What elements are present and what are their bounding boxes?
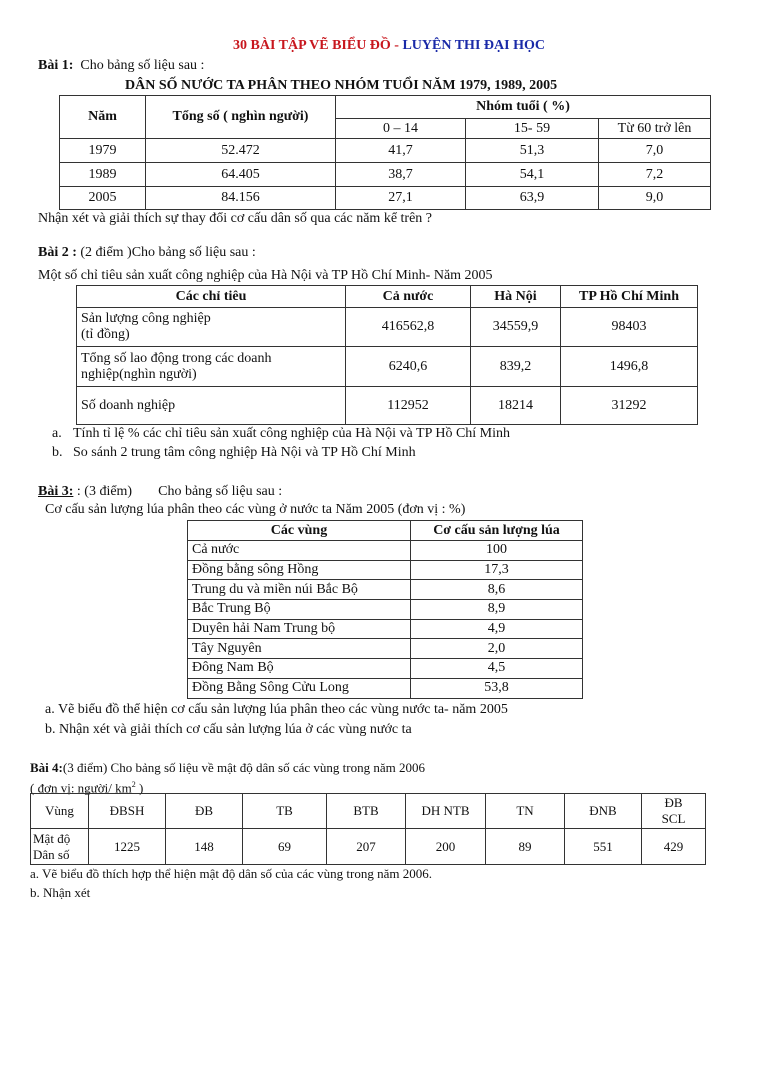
unit-superscript: 2 <box>131 780 136 789</box>
question-text: Tính tỉ lệ % các chỉ tiêu sản xuất công nghiệp của Hà Nội và TP Hồ Chí Minh <box>73 426 511 441</box>
table-row <box>188 659 583 679</box>
cell: 31292 <box>561 387 698 425</box>
header-hanoi: Hà Nội <box>471 286 561 308</box>
cell: Đồng bằng sông Hồng <box>188 560 411 580</box>
header-0-14: 0 – 14 <box>336 119 466 139</box>
table-row <box>188 678 583 698</box>
bai2-label: Bài 2 : <box>38 245 77 260</box>
cell: 416562,8 <box>346 308 471 347</box>
bai1-intro <box>38 58 204 74</box>
cell: 1989 <box>60 163 146 187</box>
header-15-59: 15- 59 <box>466 119 599 139</box>
cell: 84.156 <box>146 187 336 210</box>
row-label: Sản lượng công nghiệp <box>81 311 211 326</box>
bai1-question: Nhận xét và giải thích sự thay đổi cơ cấu dân số qua các năm kể trên ? <box>38 211 433 226</box>
cell: 100 <box>411 541 583 561</box>
bai3-subtitle: Cơ cấu sản lượng lúa phân theo các vùng ở nước ta Năm 2005 (đơn vị : %) <box>45 502 466 517</box>
bai3-question-a: a. Vẽ biểu đồ thể hiện cơ cấu sản lượng lúa phân theo các vùng nước ta- năm 2005 <box>45 702 508 717</box>
header-region: Vùng <box>31 794 89 829</box>
cell: 207 <box>327 829 406 865</box>
header-age-group: Nhóm tuổi ( %) <box>336 96 711 119</box>
table-row <box>77 347 698 387</box>
unit-text: ( đơn vị: người/ km <box>30 780 132 796</box>
rice-table <box>187 520 583 699</box>
cell <box>77 347 346 387</box>
header-indicator: Các chỉ tiêu <box>77 286 346 308</box>
table-row <box>188 600 583 620</box>
bai3-intro <box>38 484 282 500</box>
header-cell: BTB <box>327 794 406 829</box>
unit-end: ) <box>135 780 144 796</box>
bai1-intro-text: Cho bảng số liệu sau : <box>80 58 205 73</box>
cell: Bắc Trung Bộ <box>188 600 411 620</box>
cell: 34559,9 <box>471 308 561 347</box>
bai4-intro <box>30 760 425 776</box>
page-title <box>233 38 545 54</box>
cell: 551 <box>565 829 642 865</box>
cell: 53,8 <box>411 678 583 698</box>
cell: 2005 <box>60 187 146 210</box>
header-60-plus: Từ 60 trở lên <box>599 119 711 139</box>
cell: 54,1 <box>466 163 599 187</box>
cell: Duyên hải Nam Trung bộ <box>188 619 411 639</box>
table-row <box>60 139 711 163</box>
row-label-line1: Mật độ <box>33 830 71 846</box>
cell: Cả nước <box>188 541 411 561</box>
table-row <box>188 580 583 600</box>
header-region: Các vùng <box>188 521 411 541</box>
cell: 148 <box>166 829 243 865</box>
cell: 2,0 <box>411 639 583 659</box>
bai4-question-a: a. Vẽ biểu đồ thích hợp thể hiện mật độ dân số của các vùng trong năm 2006. <box>30 866 432 881</box>
row-label-unit: nghiệp(nghìn người) <box>81 366 197 382</box>
cell: 38,7 <box>336 163 466 187</box>
cell: 200 <box>406 829 486 865</box>
cell: 18214 <box>471 387 561 425</box>
cell: 1225 <box>89 829 166 865</box>
population-table <box>59 95 711 210</box>
bai4-intro-text: (3 điểm) Cho bảng số liệu về mật độ dân số các vùng trong năm 2006 <box>62 760 425 775</box>
header-cell: ĐB <box>166 794 243 829</box>
cell: 4,5 <box>411 659 583 679</box>
table-row <box>188 619 583 639</box>
row-label-unit: (tỉ đồng) <box>81 327 130 342</box>
bai3-points: : (3 điểm) <box>76 484 133 499</box>
cell: 8,6 <box>411 580 583 600</box>
header-total: Tổng số ( nghìn người) <box>146 96 336 139</box>
table-row <box>188 639 583 659</box>
table-row <box>77 308 698 347</box>
density-table <box>30 793 706 865</box>
industry-table <box>76 285 698 425</box>
cell: 4,9 <box>411 619 583 639</box>
header-cell: TB <box>243 794 327 829</box>
bai3-question-b: b. Nhận xét và giải thích cơ cấu sản lượng lúa ở các vùng nước ta <box>45 722 412 737</box>
table-row <box>77 387 698 425</box>
cell: 69 <box>243 829 327 865</box>
marker: b. <box>52 445 63 460</box>
header-cell: DH NTB <box>406 794 486 829</box>
cell: 9,0 <box>599 187 711 210</box>
bai2-intro <box>38 245 256 261</box>
header-cell: TN <box>486 794 565 829</box>
table-row <box>31 829 706 865</box>
bai3-label: Bài 3: <box>38 484 74 499</box>
bai2-question-a <box>52 426 511 442</box>
cell: 1496,8 <box>561 347 698 387</box>
marker: a. <box>52 426 62 441</box>
cell: 64.405 <box>146 163 336 187</box>
bai2-question-b <box>52 445 416 461</box>
cell: 98403 <box>561 308 698 347</box>
cell: 89 <box>486 829 565 865</box>
row-label: Số doanh nghiệp <box>77 387 346 425</box>
table-row <box>188 560 583 580</box>
header-year: Năm <box>60 96 146 139</box>
bai1-heading: DÂN SỐ NƯỚC TA PHÂN THEO NHÓM TUỔI NĂM 1979, 1989, 2005 <box>125 78 558 93</box>
cell: Đông Nam Bộ <box>188 659 411 679</box>
cell: 63,9 <box>466 187 599 210</box>
header-hcmc: TP Hồ Chí Minh <box>561 286 698 308</box>
title-red: 30 BÀI TẬP VẼ BIỂU ĐỒ - <box>233 38 399 53</box>
bai1-label: Bài 1: <box>38 58 74 73</box>
cell: 8,9 <box>411 600 583 620</box>
cell: 839,2 <box>471 347 561 387</box>
cell: Tây Nguyên <box>188 639 411 659</box>
header-cell: ĐB SCL <box>642 794 706 829</box>
header-country: Cả nước <box>346 286 471 308</box>
header-cell: ĐNB <box>565 794 642 829</box>
header-cell: ĐBSH <box>89 794 166 829</box>
table-row <box>60 163 711 187</box>
bai4-question-b: b. Nhận xét <box>30 885 91 900</box>
row-label: Tổng số lao động trong các doanh <box>81 350 272 366</box>
cell: 51,3 <box>466 139 599 163</box>
bai2-intro-text: (2 điểm )Cho bảng số liệu sau : <box>80 245 256 260</box>
row-label <box>31 829 89 865</box>
cell: 6240,6 <box>346 347 471 387</box>
cell: 7,2 <box>599 163 711 187</box>
cell: Trung du và miền núi Bắc Bộ <box>188 580 411 600</box>
cell: 52.472 <box>146 139 336 163</box>
cell <box>77 308 346 347</box>
cell: 7,0 <box>599 139 711 163</box>
title-blue: LUYỆN THI ĐẠI HỌC <box>402 38 545 53</box>
cell: 429 <box>642 829 706 865</box>
bai3-intro-text: Cho bảng số liệu sau : <box>158 484 283 499</box>
bai4-label: Bài 4: <box>30 760 63 775</box>
bai2-subtitle: Một số chỉ tiêu sản xuất công nghiệp của Hà Nội và TP Hồ Chí Minh- Năm 2005 <box>38 268 493 283</box>
header-share: Cơ cấu sản lượng lúa <box>411 521 583 541</box>
question-text: So sánh 2 trung tâm công nghiệp Hà Nội và TP Hồ Chí Minh <box>73 445 416 460</box>
cell: 1979 <box>60 139 146 163</box>
cell: 41,7 <box>336 139 466 163</box>
table-row <box>188 541 583 561</box>
cell: Đồng Bằng Sông Cửu Long <box>188 678 411 698</box>
table-row <box>60 187 711 210</box>
cell: 27,1 <box>336 187 466 210</box>
cell: 112952 <box>346 387 471 425</box>
cell: 17,3 <box>411 560 583 580</box>
row-label-line2: Dân số <box>33 846 70 862</box>
